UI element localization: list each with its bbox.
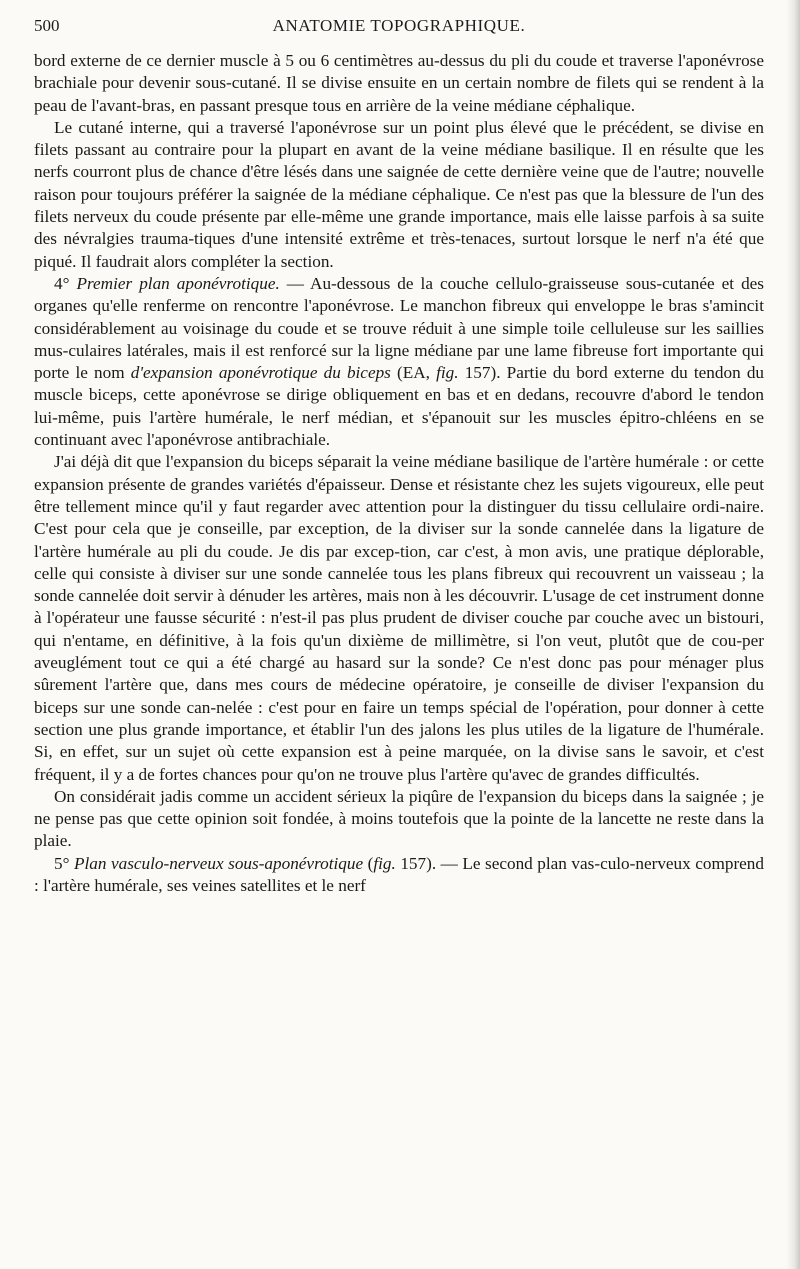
page-edge-shadow [786,0,800,1269]
text-segment: bord externe de ce dernier muscle à 5 ou 6 centimètres au-dessus du pli du coude et traverse l'aponévrose brachiale pour devenir sous-cutané. Il se divise ensuite en un certain nombre de filets qui se rendent à la peau de l'avant-bras, en passant presque tous en arrière de la veine médiane céphalique. [34,51,764,115]
figure-ref-italic: fig. [373,853,396,873]
paragraph-plan-vasculo-nerveux [34,853,764,898]
text-segment: 5° [54,853,74,873]
section-heading-italic: Plan vasculo-nerveux sous-aponévrotique [74,853,364,873]
page-number: 500 [34,16,60,35]
paragraph-piqure [34,786,764,853]
text-segment: J'ai déjà dit que l'expansion du biceps séparait la veine médiane basilique de l'artère humérale : or cette expansion présente de grandes variétés d'épaisseur. Dense et résistante chez les sujets vigoureux, elle peut être tellement mince qu'il y faut regarder avec attention pour la distinguer du tissu cellulaire ordi-naire. C'est pour cela que je conseille, par exception, de la diviser sur la sonde cannelée dans la ligature de l'artère humérale au pli du coude. Je dis par excep-tion, car c'est, à mon avis, une pratique déplorable, celle qui consiste à diviser sur une sonde cannelée tous les plans fibreux qui recouvrent un vaisseau ; la sonde cannelée doit servir à dénuder les artères, mais non à les découvrir. L'usage de cet instrument donne à l'opérateur une fausse sécurité : n'est-il pas plus prudent de diviser couche par couche avec un bistouri, qui n'entame, en définitive, à la fois qu'un dixième de millimètre, si l'on veut, plutôt que de cou-per aveuglément tout ce qui a été chargé au hasard sur la sonde? Ce n'est donc pas pour ménager plus sûrement l'artère que, dans mes cours de médecine opératoire, je conseille de diviser l'expansion du biceps sur une sonde can-nelée : c'est pour en faire un temps spécial de l'opération, pour donner à cette section une plus grande importance, et établir l'un des jalons les plus utiles de la ligature de l'humérale. Si, en effet, sur un sujet où cette expansion est à peine marquée, on la divise sans le savoir, et c'est fréquent, il y a de fortes chances pour qu'on ne trouve plus l'artère qu'avec de grandes difficultés. [34,452,764,784]
italic-term: d'expansion aponévrotique du biceps [130,363,391,383]
text-segment: — Au-dessous de la couche cellulo-graisseuse sous-cutanée et des organes qu'elle renferme on rencontre l'aponévrose. Le manchon fibreux qui enveloppe le bras s'amincit considérablement au voisinage du coude et se trouve réduit à une simple toile celluleuse sur les saillies mus-culaires latérales, mais il est renforcé sur la ligne médiane par une lame fibreuse fort importante qui porte le nom [34,273,764,383]
text-segment: 157). — Le second plan vas-culo-nerveux comprend : l'artère humérale, ses veines satellites et le nerf [34,853,764,895]
running-title: ANATOMIE TOPOGRAPHIQUE. [272,16,526,35]
text-segment: 157). Partie du bord externe du tendon du muscle biceps, cette aponévrose se dirige obliquement en bas et en dedans, recouvre d'abord le tendon lui-même, puis l'artère humérale, le nerf médian, et s'épanouit sur les muscles épitro-chléens en se continuant avec l'aponévrose antibrachiale. [34,363,765,450]
text-segment: 4° [54,273,77,293]
paragraph-continuation [34,50,764,117]
text-segment: ( [363,853,374,873]
paragraph-expansion-biceps [34,451,764,785]
body-text [34,50,764,897]
paragraph-cutane-interne [34,117,764,273]
section-heading-italic: Premier plan aponévrotique. [76,273,280,293]
figure-ref-italic: fig. [436,363,459,383]
text-segment: Le cutané interne, qui a traversé l'aponévrose sur un point plus élevé que le précédent, se divise en filets passant au contraire pour la plupart en avant de la veine médiane basilique. Il en résulte que les nerfs courront plus de chance d'être lésés dans une saignée de cette dernière veine que de l'autre; nouvelle raison pour toujours préférer la saignée de la médiane céphalique. Ce n'est pas que la blessure de l'un des filets nerveux du coude présente par elle-même une grande importance, mais elle laisse parfois à sa suite des névralgies trauma-tiques d'une intensité extrême et très-tenaces, surtout lorsque le nerf n'a été que piqué. Il faudrait alors compléter la section. [34,117,764,271]
paragraph-premier-plan [34,273,764,451]
text-segment: (EA, [390,363,437,383]
page-header [34,16,764,40]
text-segment: On considérait jadis comme un accident sérieux la piqûre de l'expansion du biceps dans la saignée ; je ne pense pas que cette opinion soit fondée, à moins toutefois que la pointe de la lancette ne reste dans la plaie. [34,786,764,851]
